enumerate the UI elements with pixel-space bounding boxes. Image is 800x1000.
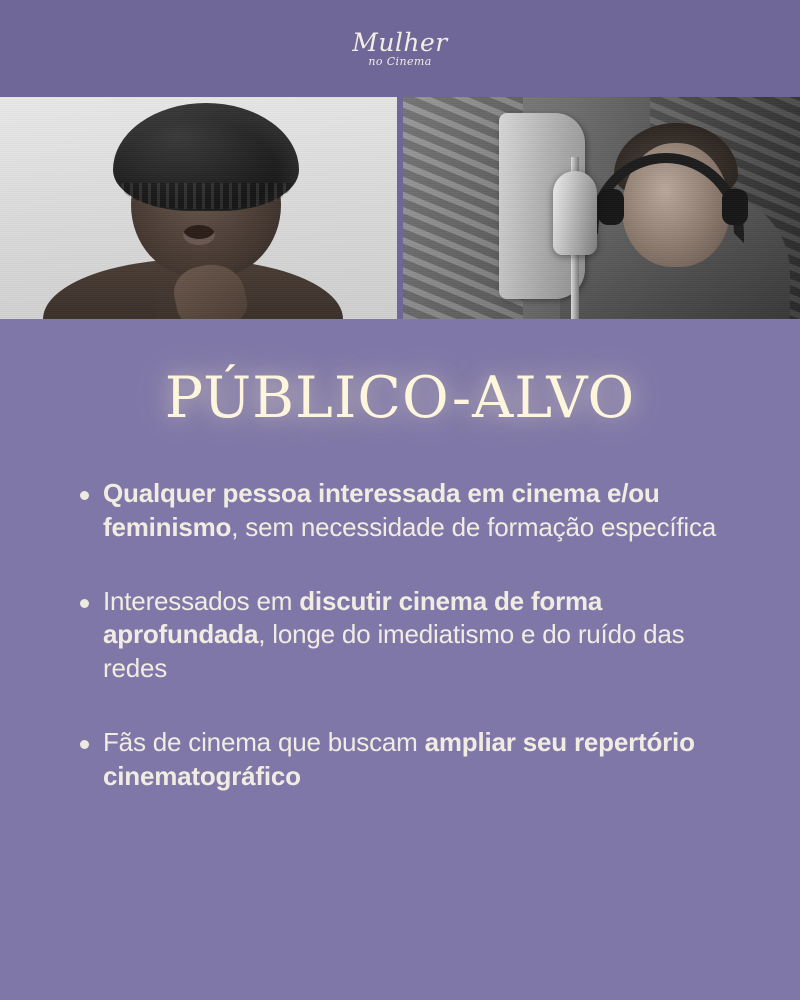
photo-singer-microphone [403,97,800,319]
footer-spacer [0,930,800,1000]
bullet-list [80,477,720,834]
list-item-text [103,477,720,545]
bullet-dot-icon [80,491,89,500]
bullet-dot-icon [80,599,89,608]
list-item-text [103,726,720,794]
plain-text: , sem necessidade de formação específica [231,511,717,542]
brand-name: Mulher [352,28,448,57]
bullet-dot-icon [80,740,89,749]
photo-strip [0,97,800,319]
headphone-cup-left [598,189,624,225]
list-item [80,726,720,794]
brand-tagline: no Cinema [368,55,432,68]
plain-text: Interessados em [103,585,300,616]
list-item-text [103,585,720,686]
plain-text: , longe do imediatismo e do ruído das redes [103,619,685,684]
microphone-icon [553,171,597,255]
emphasis-text: ampliar seu repertório cinematográfico [103,726,695,791]
page-title: PÚBLICO-ALVO [164,365,636,431]
content-area [0,319,800,930]
list-item [80,477,720,545]
emphasis-text: discutir cinema de forma aprofundada [103,585,603,650]
header-band [0,0,800,97]
list-item [80,585,720,686]
plain-text: Fãs de cinema que buscam [103,726,425,757]
brand-logo [352,30,448,67]
headphone-cup-right [722,189,748,225]
portrait-bonnet [113,103,299,211]
emphasis-text: Qualquer pessoa interessada em cinema e/ou feminismo [103,478,660,542]
photo-portrait-bonnet [0,97,397,319]
portrait-mouth [183,225,215,245]
